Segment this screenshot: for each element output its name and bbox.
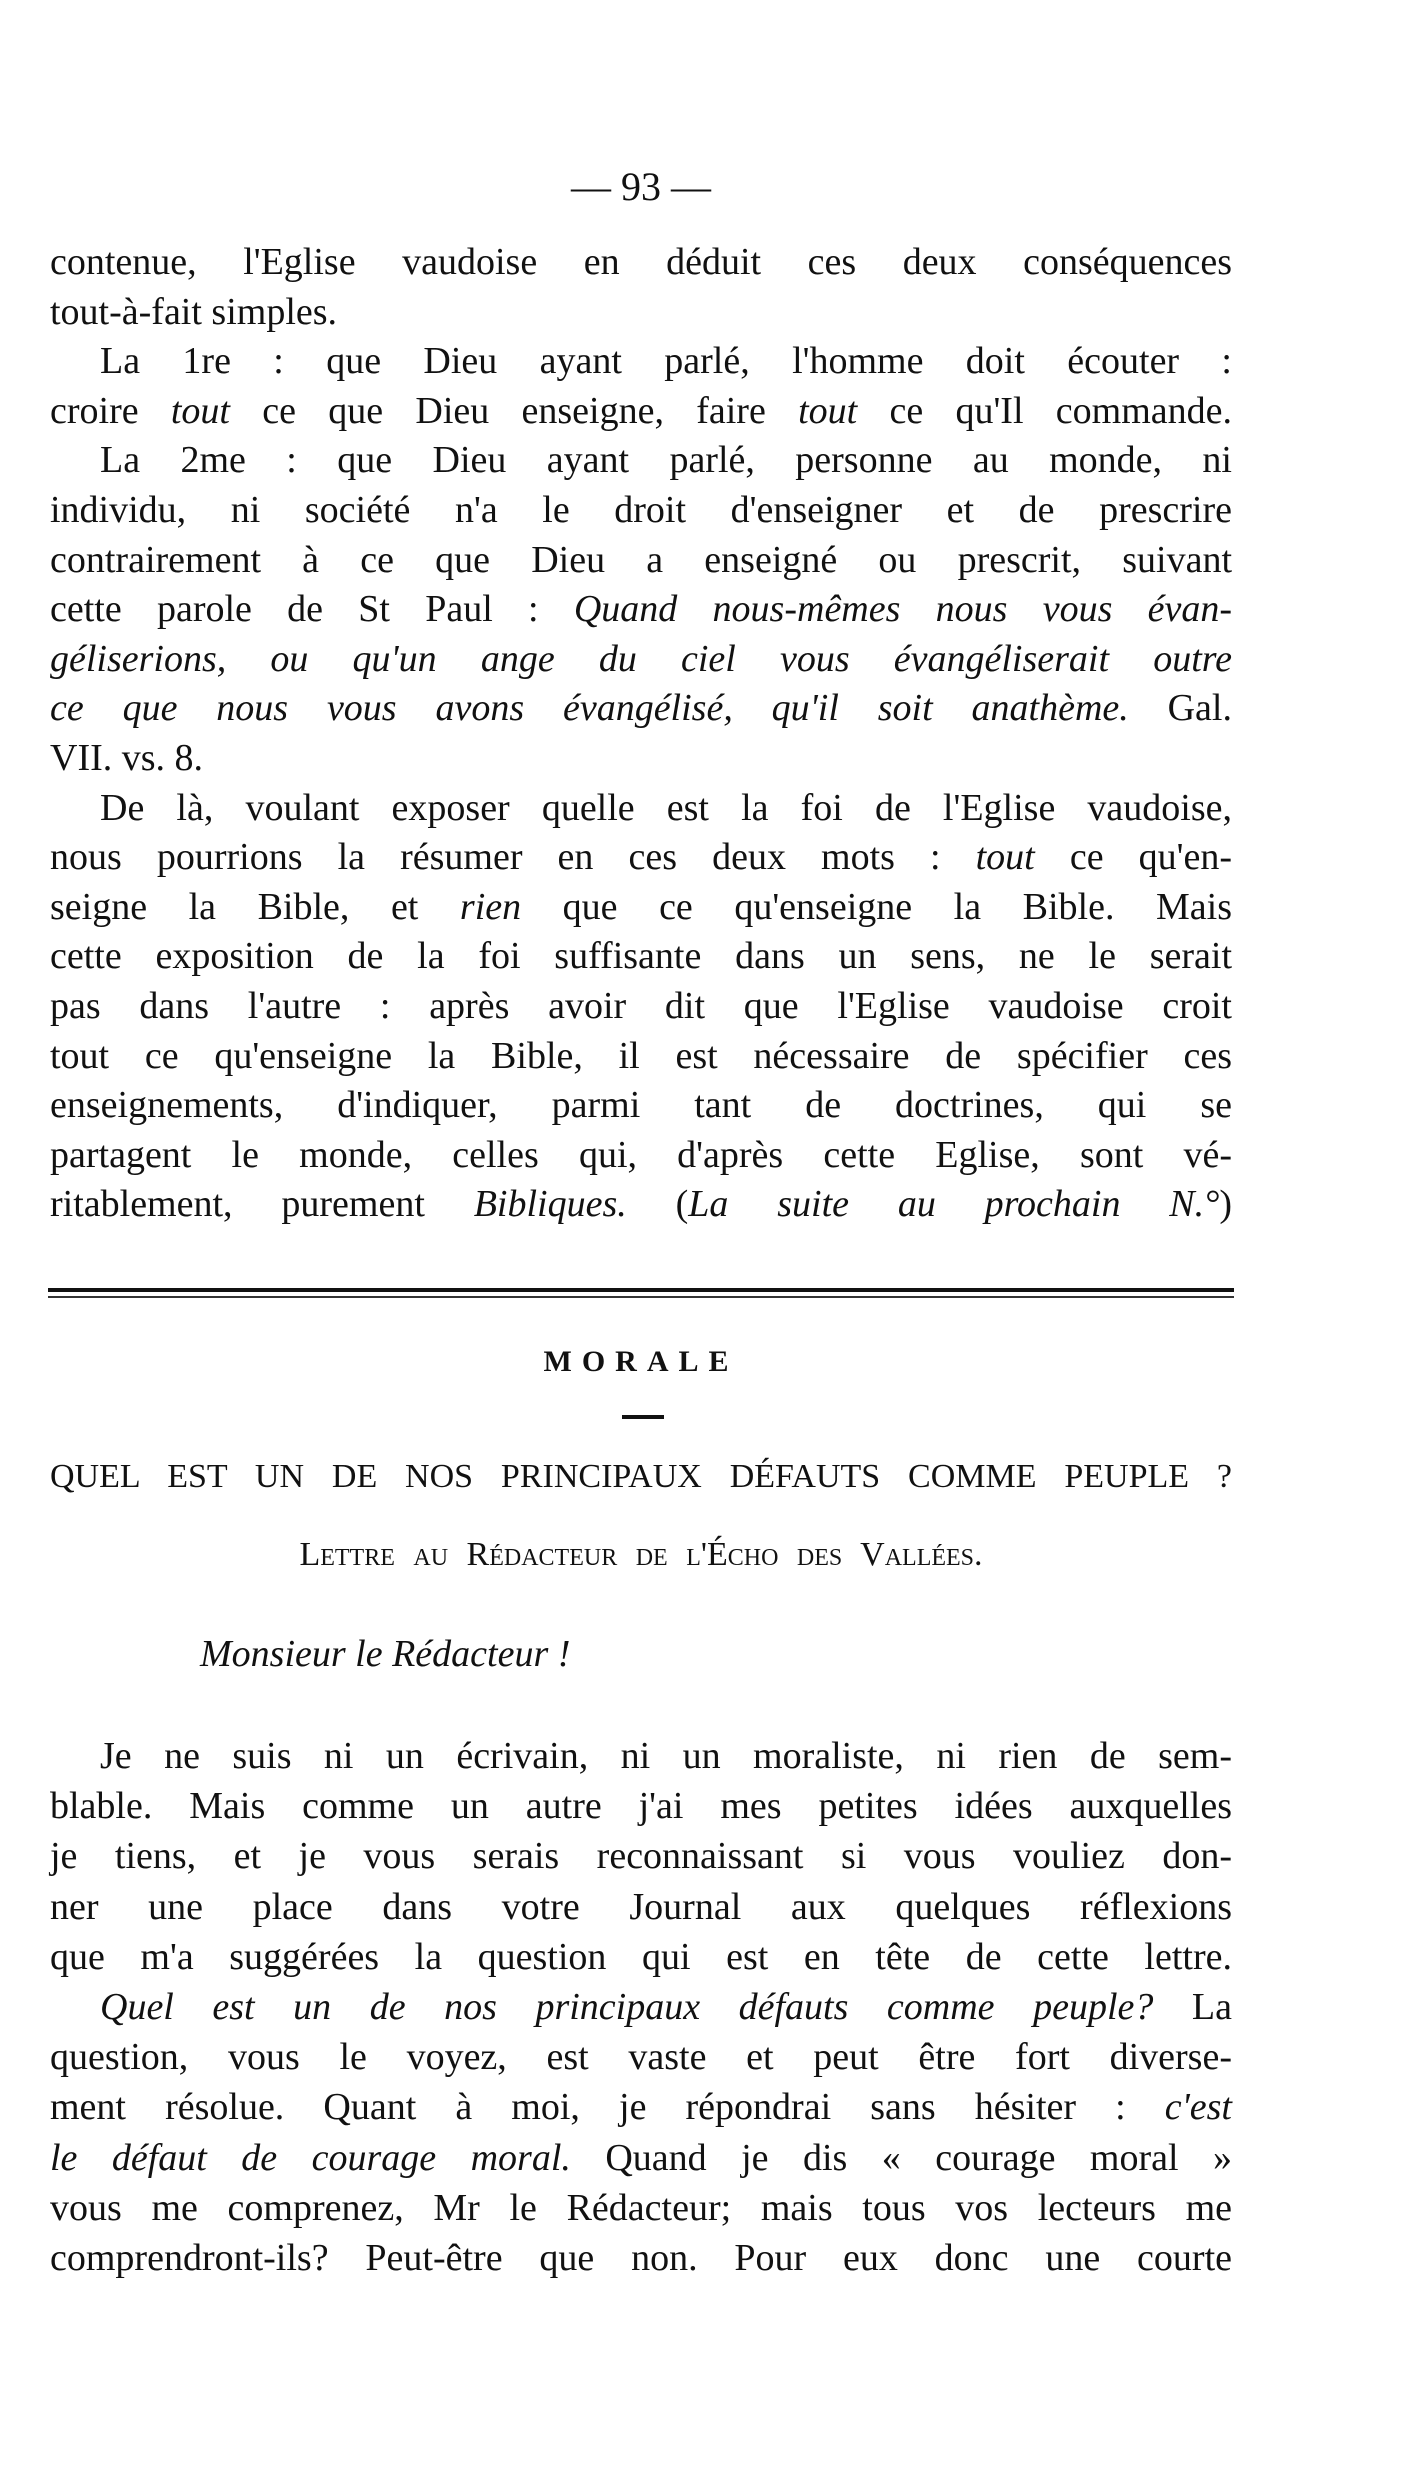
text: ): [1219, 1183, 1233, 1226]
text-line: [50, 982, 1232, 1032]
paragraph: [50, 1982, 1232, 2283]
section-divider-thin: [48, 1296, 1234, 1298]
article-subtitle: Lettre au Rédacteur de l'Écho des Vallées.: [299, 1536, 983, 1573]
text-line: [50, 833, 1232, 883]
text: ner une place dans votre Journal aux quelques réflexions: [50, 1885, 1232, 1928]
letter-body: [50, 1731, 1232, 2283]
text-line: [50, 1882, 1232, 1932]
italic-text: Quel est un de nos principaux défauts comme peuple?: [100, 1985, 1154, 2028]
text: partagent le monde, celles qui, d'après cette Eglise, sont vé-: [50, 1133, 1232, 1176]
italic-text: La suite au prochain N.°: [688, 1183, 1220, 1226]
text: cette parole de St Paul :: [50, 588, 574, 631]
salutation: Monsieur le Rédacteur !: [200, 1633, 571, 1675]
italic-text: tout: [170, 389, 230, 432]
paragraph: [50, 436, 1232, 783]
italic-text: le défaut de courage moral.: [50, 2136, 571, 2179]
text-line: [50, 536, 1232, 586]
article-title: QUEL EST UN DE NOS PRINCIPAUX DÉFAUTS COMME PEUPLE ?: [50, 1458, 1232, 1495]
text-line: [50, 238, 1232, 288]
text-line: [50, 1831, 1232, 1881]
text: seigne la Bible, et: [50, 885, 460, 928]
text: vous me comprenez, Mr le Rédacteur; mais tous vos lecteurs me: [50, 2186, 1232, 2229]
text-line: [50, 2032, 1232, 2082]
text-line: [50, 1932, 1232, 1982]
text-line: [50, 436, 1232, 486]
text: cette exposition de la foi suffisante dans un sens, ne le serait: [50, 935, 1232, 978]
paragraph: [50, 238, 1232, 337]
text: ce qu'Il commande.: [857, 389, 1232, 432]
text: je tiens, et je vous serais reconnaissant si vous vouliez don-: [50, 1835, 1232, 1878]
text: La 2me : que Dieu ayant parlé, personne au monde, ni: [100, 439, 1232, 482]
text-line: [50, 1731, 1232, 1781]
text-line: [50, 734, 1232, 784]
text: contrairement à ce que Dieu a enseigné ou prescrit, suivant: [50, 538, 1232, 581]
text-line: [50, 1131, 1232, 1181]
text-line: [50, 2183, 1232, 2233]
text-line: [50, 1032, 1232, 1082]
italic-text: tout: [975, 836, 1035, 879]
text-line: [50, 387, 1232, 437]
text: Quand je dis « courage moral »: [570, 2136, 1232, 2179]
text: ce qu'en-: [1034, 836, 1232, 879]
text: que ce qu'enseigne la Bible. Mais: [521, 885, 1232, 928]
text-line: [50, 585, 1232, 635]
text: (: [626, 1183, 689, 1226]
text-line: [50, 635, 1232, 685]
text-line: [50, 1982, 1232, 2032]
italic-text: géliserions, ou qu'un ange du ciel vous évangéliserait outre: [50, 637, 1232, 680]
italic-text: c'est: [1164, 2086, 1232, 2129]
section-divider: [48, 1288, 1234, 1292]
text-line: [50, 883, 1232, 933]
text: croire: [50, 389, 171, 432]
article-body: [50, 238, 1232, 1230]
text-line: [50, 784, 1232, 834]
text-line: [50, 2082, 1232, 2132]
text: De là, voulant exposer quelle est la foi de l'Eglise vaudoise,: [100, 786, 1232, 829]
text: pas dans l'autre : après avoir dit que l'Eglise vaudoise croit: [50, 984, 1232, 1027]
italic-text: tout: [798, 389, 858, 432]
text: contenue, l'Eglise vaudoise en déduit ces deux conséquences: [50, 241, 1232, 283]
text-line: [50, 288, 1232, 338]
paragraph: [50, 337, 1232, 436]
text-line: [50, 684, 1232, 734]
text: ce que Dieu enseigne, faire: [230, 389, 799, 432]
text-line: [50, 932, 1232, 982]
italic-text: Quand nous-mêmes nous vous évan-: [573, 588, 1232, 631]
italic-text: rien: [459, 885, 522, 928]
text: La 1re : que Dieu ayant parlé, l'homme doit écouter :: [100, 340, 1232, 383]
italic-text: ce que nous vous avons évangélisé, qu'il soit anathème.: [50, 687, 1129, 730]
page-number: — 93 —: [571, 164, 711, 209]
text: tout-à-fait simples.: [50, 290, 338, 333]
text: que m'a suggérées la question qui est en tête de cette lettre.: [50, 1935, 1232, 1978]
text: question, vous le voyez, est vaste et peut être fort diverse-: [50, 2036, 1232, 2079]
italic-text: Bibliques.: [473, 1183, 627, 1226]
text: ment résolue. Quant à moi, je répondrai sans hésiter :: [50, 2086, 1165, 2129]
text: comprendront-ils? Peut-être que non. Pour eux donc une courte: [50, 2236, 1232, 2279]
text: individu, ni société n'a le droit d'enseigner et de prescrire: [50, 488, 1232, 531]
text: ritablement, purement: [50, 1183, 474, 1226]
text: Gal.: [1128, 687, 1232, 730]
text-line: [50, 2233, 1232, 2283]
text-line: [50, 486, 1232, 536]
text: Je ne suis ni un écrivain, ni un moraliste, ni rien de sem-: [100, 1735, 1232, 1777]
text-line: [50, 1081, 1232, 1131]
paragraph: [50, 784, 1232, 1230]
text: VII. vs. 8.: [50, 736, 204, 779]
section-title: MORALE: [543, 1345, 739, 1378]
paragraph: [50, 1731, 1232, 1982]
text: blable. Mais comme un autre j'ai mes petites idées auxquelles: [50, 1785, 1232, 1828]
text: enseignements, d'indiquer, parmi tant de doctrines, qui se: [50, 1084, 1232, 1127]
text-line: [50, 2133, 1232, 2183]
text: nous pourrions la résumer en ces deux mots :: [50, 836, 976, 879]
text-line: [50, 337, 1232, 387]
text: tout ce qu'enseigne la Bible, il est nécessaire de spécifier ces: [50, 1034, 1232, 1077]
text-line: [50, 1781, 1232, 1831]
title-dash: [622, 1415, 664, 1419]
text-line: [50, 1180, 1232, 1230]
text: La: [1153, 1985, 1233, 2028]
